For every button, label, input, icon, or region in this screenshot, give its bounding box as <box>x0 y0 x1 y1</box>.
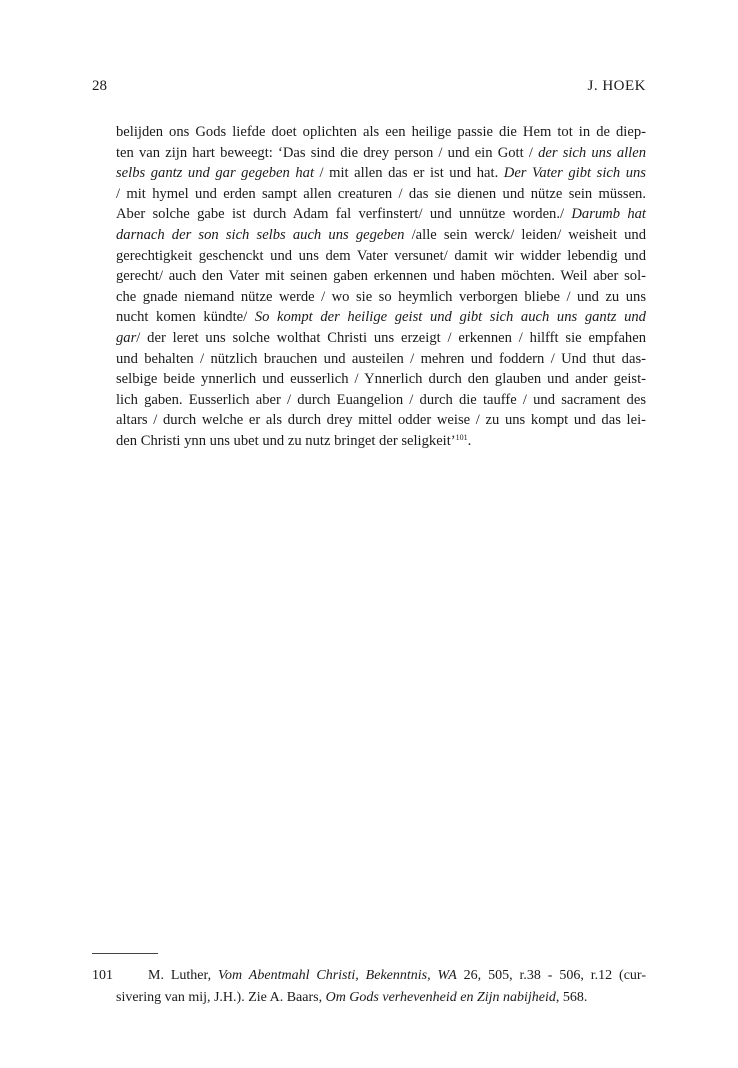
text-line <box>116 225 646 246</box>
footnote-number: 101 <box>92 968 113 983</box>
page-number: 28 <box>92 78 107 94</box>
text-line <box>116 143 646 164</box>
running-head: J. HOEK <box>587 78 646 94</box>
text-run: nucht komen kündte/ <box>116 309 255 326</box>
text-run: M. Luther, <box>148 968 219 983</box>
text-run: ten van zijn hart beweegt: ‘Das sind die drey person / und ein Gott / <box>116 144 539 161</box>
text-run: / mit hymel und erden sampt allen creaturen / das sie dienen und nütze sein müssen. <box>116 185 646 202</box>
italic-quote: der sich uns allen <box>538 144 646 161</box>
text-run: gerechtigkeit geschenckt und uns dem Vater versunet/ damit wir widder lebendig und <box>116 247 646 264</box>
text-run: che gnade niemand nütze werde / wo sie so heymlich verborgen bliebe / und zu uns <box>116 288 646 305</box>
footnote-rule <box>92 953 158 954</box>
text-run: lich gaben. Eusserlich aber / durch Euangelion / durch die tauffe / und sacrament des <box>116 391 646 408</box>
text-line <box>116 122 646 143</box>
text-line <box>116 184 646 205</box>
text-line <box>116 410 646 431</box>
text-line <box>116 307 646 328</box>
text-run: den Christi ynn uns ubet und zu nutz bringet der seligkeit’ <box>116 432 456 449</box>
italic-title: Om Gods verhevenheid en Zijn nabijheid <box>325 990 556 1005</box>
text-run: /alle sein werck/ leiden/ weisheit und <box>404 226 646 243</box>
text-run: und behalten / nützlich brauchen und austeilen / mehren und foddern / Und thut das- <box>116 350 646 367</box>
body-text <box>116 122 646 452</box>
text-line <box>116 369 646 390</box>
text-run: , 568. <box>555 990 588 1005</box>
text-run: selbige beide ynnerlich und eusserlich / Ynnerlich durch den glauben und ander geist- <box>116 371 646 388</box>
text-line <box>116 287 646 308</box>
text-line <box>116 431 646 452</box>
italic-quote: Darumb hat <box>571 206 646 223</box>
text-run: belijden ons Gods liefde doet oplichten als een heilige passie die Hem tot in de diep- <box>116 124 646 140</box>
footnote-line <box>148 965 646 987</box>
text-run: . <box>467 432 472 449</box>
italic-quote: So kompt der heilige geist und gibt sich auch uns gantz und <box>254 309 646 326</box>
text-run: altars / durch welche er als durch drey mittel odder weise / zu uns kompt und das lei- <box>116 412 646 429</box>
text-line <box>116 204 646 225</box>
italic-quote: Der Vater gibt sich uns <box>503 165 646 182</box>
text-line <box>116 163 646 184</box>
text-line <box>116 390 646 411</box>
text-line <box>116 246 646 267</box>
text-line <box>116 349 646 370</box>
italic-quote: gar <box>116 329 137 346</box>
italic-quote: darnach der son sich selbs auch uns gegeben <box>116 226 405 243</box>
text-run: sivering van mij, J.H.). Zie A. Baars, <box>116 990 326 1005</box>
footnote-line <box>116 987 587 1009</box>
text-line <box>116 328 646 349</box>
italic-title: Vom Abentmahl Christi, Bekenntnis, WA <box>218 968 457 983</box>
text-run: / mit allen das er ist und hat. <box>314 165 504 182</box>
text-run: / der leret uns solche wolthat Christi uns erzeigt / erkennen / hilfft sie empfahen <box>136 329 646 346</box>
text-run: Aber solche gabe ist durch Adam fal verfinstert/ und unnütze worden./ <box>116 206 572 223</box>
text-run: 26, 505, r.38 - 506, r.12 (cur- <box>456 968 646 983</box>
text-line <box>116 266 646 287</box>
footnote-reference[interactable]: 101 <box>455 432 468 442</box>
italic-quote: selbs gantz und gar gegeben hat <box>116 165 314 182</box>
text-run: gerecht/ auch den Vater mit seinen gaben erkennen und haben möchten. Weil aber sol- <box>116 268 646 285</box>
